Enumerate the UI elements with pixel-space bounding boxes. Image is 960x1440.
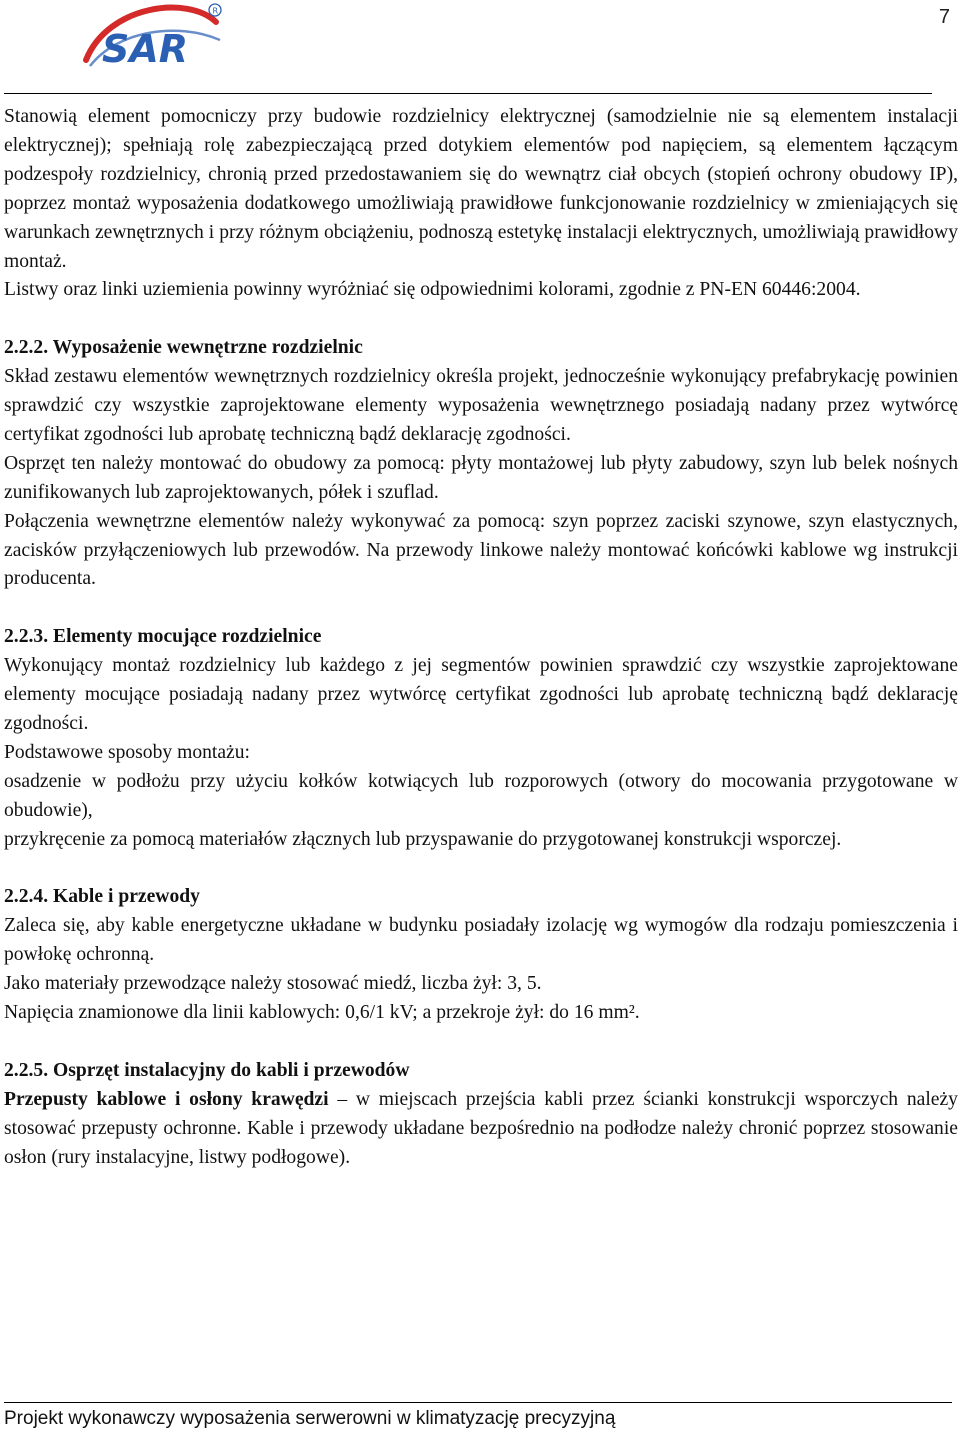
paragraph: Połączenia wewnętrzne elementów należy wykonywać za pomocą: szyn poprzez zaciski szynowe, szyn elastycznych, zacisków przyłączeniowych lub przewodów. Na przewody linkowe należy montować końcówki kablowe wg instrukcji producenta.: [4, 510, 958, 590]
company-logo: [78, 0, 228, 80]
section-number: 2.2.4.: [4, 886, 49, 908]
section-heading-2-2-4: [4, 883, 958, 912]
paragraph: Zaleca się, aby kable energetyczne układane w budynku posiadały izolację wg wymogów dla rodzaju pomieszczenia i powłokę ochronną.: [4, 915, 958, 966]
section-title: Wyposażenie wewnętrzne rozdzielnic: [52, 337, 363, 359]
svg-text:R: R: [212, 6, 219, 16]
bold-lead: Przepusty kablowe i osłony krawędzi: [4, 1088, 329, 1110]
document-body: [4, 103, 958, 1172]
section-heading-2-2-5: [4, 1057, 958, 1086]
paragraph: Jako materiały przewodzące należy stosować miedź, liczba żył: 3, 5.: [4, 973, 542, 995]
section-title: Kable i przewody: [53, 886, 200, 908]
footer-divider: [4, 1402, 952, 1403]
section-heading-2-2-2: [4, 334, 958, 363]
header-divider: [4, 93, 932, 94]
paragraph: przykręcenie za pomocą materiałów złącznych lub przyspawanie do przygotowanej konstrukcji wsporczej.: [4, 828, 842, 850]
paragraph: Podstawowe sposoby montażu:: [4, 741, 250, 763]
paragraph: Osprzęt ten należy montować do obudowy za pomocą: płyty montażowej lub płyty zabudowy, szyn lub belek nośnych zunifikowanych lub zaprojektowanych, półek i szuflad.: [4, 452, 958, 503]
paragraph: osadzenie w podłożu przy użyciu kołków kotwiących lub rozporowych (otwory do mocowania przygotowane w obudowie),: [4, 770, 958, 821]
paragraph: Stanowią element pomocniczy przy budowie rozdzielnicy elektrycznej (samodzielnie nie są elementem instalacji elektrycznej); spełniają rolę zabezpieczającą przed dotykiem elementów pod napięciem, są elementem łączącym podzespoły rozdzielnicy, chronią przed przedostawaniem się do wewnątrz ciał obcych (stopień ochrony obudowy IP), poprzez montaż wyposażenia dodatkowego umożliwiają prawidłowe funkcjonowanie rozdzielnicy w zmieniających się warunkach zewnętrznych i przy różnym obciążeniu, podnoszą estetykę instalacji elektrycznych, umożliwiają prawidłowy montaż.: [4, 106, 958, 272]
logo-text: SAR: [102, 27, 189, 71]
footer-text: Projekt wykonawczy wyposażenia serwerowni w klimatyzację precyzyjną: [4, 1408, 616, 1429]
paragraph: [4, 1086, 958, 1173]
section-number: 2.2.2.: [4, 337, 49, 359]
section-title: Elementy mocujące rozdzielnice: [53, 626, 322, 648]
page-number: 7: [938, 6, 950, 28]
lead-text: – w miejscach przejścia kabli przez ścianki konstrukcji wsporczych należy stosować przepusty ochronne. Kable i przewody układane bezpośrednio na podłodze należy chronić poprzez stosowanie osłon (rury instalacyjne, listwy podłogowe).: [4, 1088, 958, 1168]
section-title: Osprzęt instalacyjny do kabli i przewodów: [53, 1059, 410, 1081]
paragraph: Skład zestawu elementów wewnętrznych rozdzielnicy określa projekt, jednocześnie wykonujący prefabrykację powinien sprawdzić czy wszystkie zaprojektowane elementy wyposażenia wewnętrznego posiadają nadany przez wytwórcę certyfikat zgodności lub aprobatę techniczną bądź deklarację zgodności.: [4, 366, 958, 445]
paragraph: Napięcia znamionowe dla linii kablowych: 0,6/1 kV; a przekroje żył: do 16 mm².: [4, 1002, 640, 1024]
section-number: 2.2.3.: [4, 626, 49, 648]
section-heading-2-2-3: [4, 623, 958, 652]
section-number: 2.2.5.: [4, 1059, 49, 1081]
paragraph: Wykonujący montaż rozdzielnicy lub każdego z jej segmentów powinien sprawdzić czy wszystkie zaprojektowane elementy mocujące posiadają nadany przez wytwórcę certyfikat zgodności lub aprobatę techniczną bądź deklarację zgodności.: [4, 655, 958, 734]
paragraph: Listwy oraz linki uziemienia powinny wyróżniać się odpowiednimi kolorami, zgodnie z PN-EN 60446:2004.: [4, 279, 861, 301]
